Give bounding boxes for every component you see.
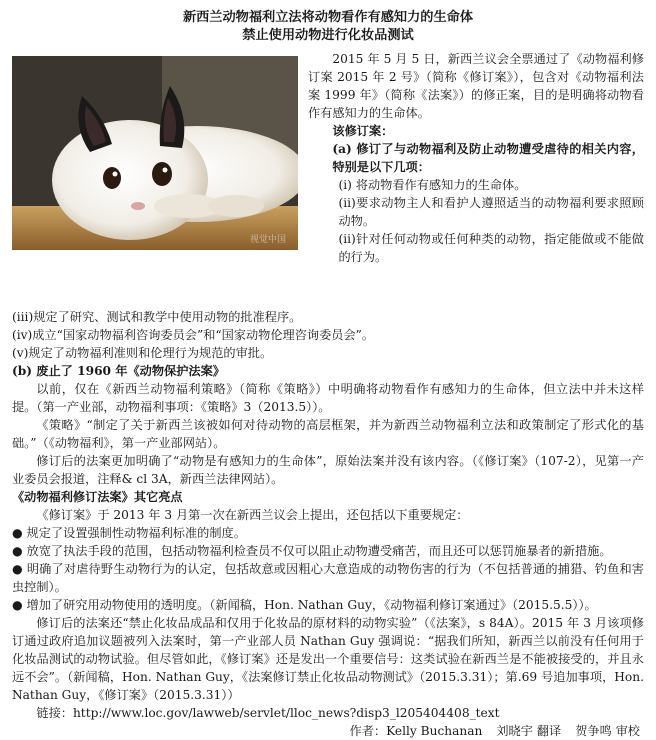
item-v: (v)规定了动物福利准则和伦理行为规范的审批。 (12, 346, 273, 360)
item-ii: (ii)要求动物主人和看护人遵照适当的动物福利要求照顾动物。 (338, 196, 644, 228)
author: 作者：Kelly Buchanan (349, 724, 483, 738)
item-iii: (iii)规定了研究、测试和教学中使用动物的批准程序。 (12, 310, 302, 324)
bullet-item: ● 规定了设置强制性动物福利标准的制度。 (12, 526, 246, 540)
rabbit-illustration (12, 56, 298, 250)
article (12, 6, 644, 740)
rabbit-photo (12, 56, 298, 250)
item-i: (i) 将动物看作有感知力的生命体。 (338, 178, 527, 192)
translator: 刘晓宇 翻译 (496, 724, 562, 738)
item-iv: (iv)成立“国家动物福利咨询委员会”和“国家动物伦理咨询委员会”。 (12, 328, 375, 342)
item-ii-b: (ii)针对任何动物或任何种类的动物，指定能做或不能做的行为。 (338, 232, 644, 264)
paragraph-2: 《策略》“制定了关于新西兰该被如何对待动物的高层框架，并为新西兰动物福利立法和政策制定了形式化的基础。”（《动物福利》，第一产业部网站）。 (12, 418, 644, 450)
title-line-1: 新西兰动物福利立法将动物看作有感知力的生命体 (182, 10, 474, 25)
signature-line (12, 722, 640, 740)
point-b: (b) 废止了 1960 年《动物保护法案》 (12, 364, 225, 378)
paragraph-1: 以前，仅在《新西兰动物福利策略》（简称《策略》）中明确将动物看作有感知力的生命体，但立法中并未这样提。（第一产业部，动物福利事项：《策略》3（2013.5））。 (12, 382, 644, 414)
watermark-text: 视觉中国 (250, 235, 287, 245)
bullet-item: ● 增加了研究用动物使用的透明度。（新闻稿，Hon. Nathan Guy，《动物福利修订案通过》（2015.5.5））。 (12, 598, 597, 612)
title-line-2: 禁止使用动物进行化妆品测试 (242, 28, 414, 43)
bullet-item: ● 放宽了执法手段的范围，包括动物福利检查员不仅可以阻止动物遭受痛苦，而且还可以惩罚施暴者的新措施。 (12, 544, 612, 558)
paragraph-4: 《修订案》于 2013 年 3 月第一次在新西兰议会上提出，还包括以下重要规定： (36, 508, 469, 522)
intro-paragraph: 2015 年 5 月 5 日，新西兰议会全票通过了《动物福利修订案 2015 年 2 号》（简称《修订案》），包含对《动物福利法案 1999 年》（简称《法案》）的修正案，目的是明确将动物看作有感知力的生命体。 (308, 52, 644, 120)
main-body (12, 308, 644, 740)
right-column (308, 50, 644, 266)
reviewer: 贺争鸣 审校 (575, 724, 640, 738)
point-a: (a) 修订了与动物福利及防止动物遭受虐待的相关内容，特别是以下几项： (332, 142, 644, 174)
highlights-heading: 《动物福利修订法案》其它亮点 (12, 490, 183, 504)
amendment-heading: 该修订案： (332, 124, 394, 138)
source-link[interactable]: 链接：http://www.loc.gov/lawweb/servlet/lloc_news?disp3_l205404408_text (36, 706, 500, 720)
paragraph-3: 修订后的法案更加明确了“动物是有感知力的生命体”，原始法案并没有该内容。（《修订案》（107-2），见第一产业委员会报道，注释& cl 3A，新西兰法律网站）。 (12, 454, 644, 486)
paragraph-5: 修订后的法案还“禁止化妆品成品和仅用于化妆品的原材料的动物实验”（《法案》，s 84A）。2015 年 3 月该项修订通过政府追加议题被列入法案时，第一产业部人员 Nathan Guy 强调说：“据我们所知，新西兰以前没有任何用于化妆品测试的动物试验。但尽管如此，《修订案》还是发出一个重要信号：这类试验在新西兰是不能被接受的，并且永远不会”。（新闻稿，Hon. Nathan Guy，《法案修订禁止化妆品动物测试》（2015.3.31）；第.69 号追加事项，Hon. Nathan Guy，《修订案》（2015.3.31）） (12, 616, 644, 702)
bullet-item: ● 明确了对虐待野生动物行为的认定，包括故意或因粗心大意造成的动物伤害的行为（不包括普通的捕猎、钓鱼和害虫控制）。 (12, 562, 644, 594)
upper-section (12, 50, 644, 314)
